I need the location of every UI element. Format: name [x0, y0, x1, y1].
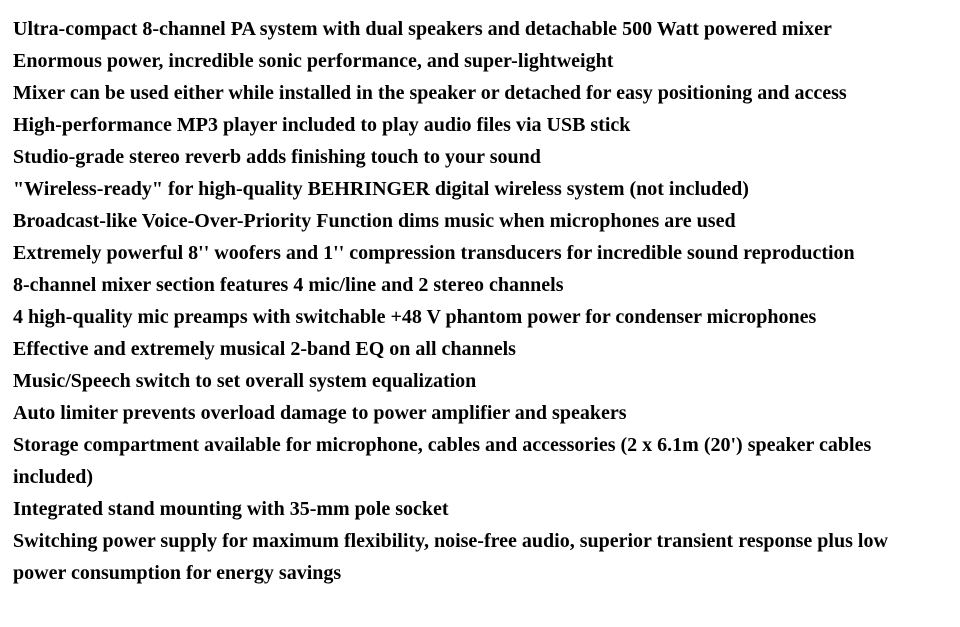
- feature-item: 8-channel mixer section features 4 mic/line and 2 stereo channels: [13, 274, 564, 296]
- feature-item: Extremely powerful 8'' woofers and 1'' compression transducers for incredible sound reproduction: [13, 242, 855, 264]
- feature-item: Mixer can be used either while installed in the speaker or detached for easy positioning and access: [13, 82, 847, 104]
- feature-item: Effective and extremely musical 2-band EQ on all channels: [13, 338, 516, 360]
- feature-item: Auto limiter prevents overload damage to power amplifier and speakers: [13, 402, 627, 424]
- feature-item: Switching power supply for maximum flexibility, noise-free audio, superior transient response plus low power consumption for energy savings: [13, 530, 888, 584]
- feature-item: Ultra-compact 8-channel PA system with dual speakers and detachable 500 Watt powered mixer: [13, 18, 832, 40]
- feature-item: Broadcast-like Voice-Over-Priority Function dims music when microphones are used: [13, 210, 736, 232]
- feature-item: Storage compartment available for microphone, cables and accessories (2 x 6.1m (20') speaker cables included): [13, 434, 872, 488]
- feature-item: High-performance MP3 player included to play audio files via USB stick: [13, 114, 631, 136]
- feature-item: Integrated stand mounting with 35-mm pole socket: [13, 498, 449, 520]
- feature-item: Studio-grade stereo reverb adds finishing touch to your sound: [13, 146, 541, 168]
- feature-item: 4 high-quality mic preamps with switchable +48 V phantom power for condenser microphones: [13, 306, 817, 328]
- feature-item: Music/Speech switch to set overall system equalization: [13, 370, 477, 392]
- feature-item: "Wireless-ready" for high-quality BEHRINGER digital wireless system (not included): [13, 178, 749, 200]
- feature-item: Enormous power, incredible sonic performance, and super-lightweight: [13, 50, 614, 72]
